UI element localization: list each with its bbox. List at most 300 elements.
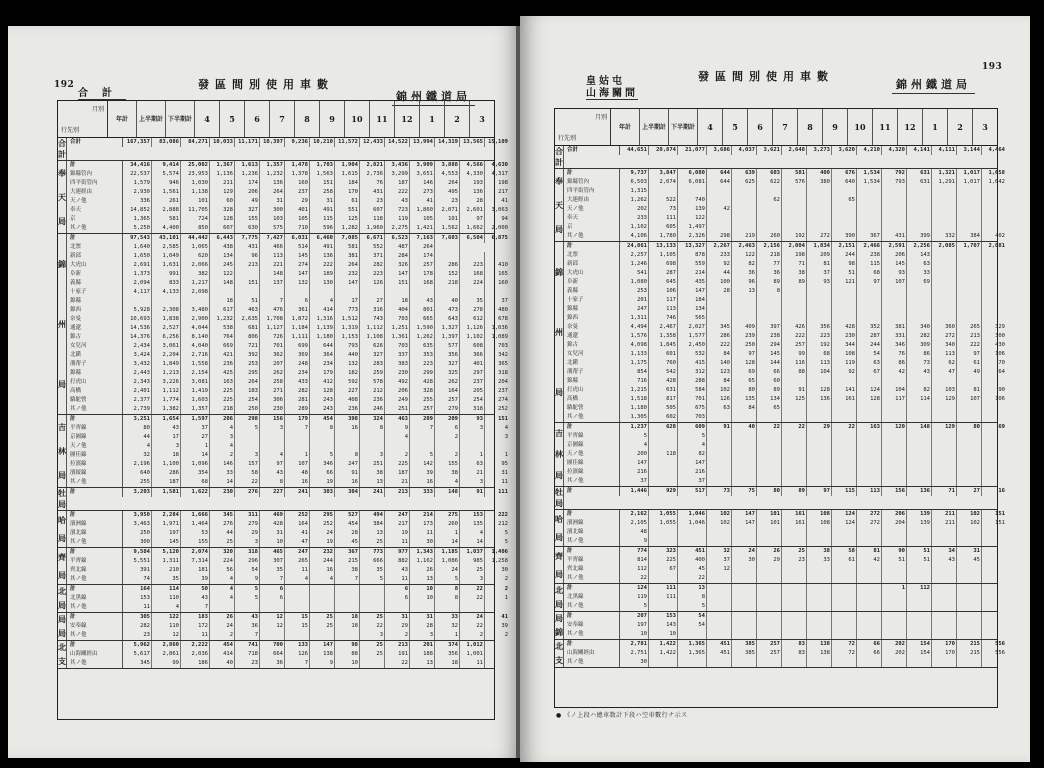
table-cell: 105 [410,215,435,224]
table-cell: 1,561 [152,188,181,197]
table-cell: 15 [285,613,310,622]
table-cell: 793 [882,178,907,187]
table-cell: 8 [335,451,360,460]
table-cell: 7 [260,297,285,306]
table-cell: 129 [932,423,957,432]
table-cell [857,574,882,583]
table-cell: 8 [757,287,782,296]
table-cell [757,477,782,486]
corner-month-label: 月別 [594,114,607,121]
table-row [564,510,1006,519]
table-cell [707,441,732,450]
table-cell: 172 [181,622,210,631]
table-cell: 135 [460,520,485,529]
table-cell: 7,314 [181,557,210,566]
table-cell: 946 [152,179,181,188]
column-header: 6 [748,109,773,145]
table-cell: 165 [498,271,508,277]
table-cell: 318 [235,548,260,557]
table-cell: 318 [498,370,508,376]
table-cell: 22 [782,423,807,432]
table-cell [857,658,882,667]
table-cell [707,630,732,639]
table-cell: 327 [435,360,460,369]
table-cell: 29 [757,556,782,565]
table-row [564,242,1006,251]
table-cell: 2,071 [435,206,460,215]
table-cell: 76 [360,179,385,188]
table-cell: 148 [435,488,460,497]
table-cell: 119 [832,359,857,368]
table-cell: 29 [235,529,260,538]
table-cell: 577 [435,342,460,351]
table-cell: 382 [181,270,210,279]
table-row [67,585,509,594]
table-cell: 28 [707,287,732,296]
table-cell: 43,101 [152,234,181,243]
table-cell: 1,012 [460,641,485,650]
table-cell: 66 [857,640,882,649]
table-cell: 14,536 [123,324,152,333]
row-label: 計 [67,548,123,557]
table-cell [882,413,907,422]
table-cell: 3 [360,631,385,640]
table-cell: 25 [360,650,385,659]
table-cell [932,278,957,287]
table-cell: 7 [335,575,360,584]
table-cell: 1,834 [807,242,832,251]
table-cell: 163 [857,423,882,432]
section-label-char: 北 [555,641,563,652]
table-cell: 353 [410,351,435,360]
table-cell: 324 [360,415,385,424]
table-row [67,469,509,478]
table-cell: 114 [907,395,932,404]
table-cell: 643 [435,315,460,324]
table-cell: 63 [707,404,732,413]
table-cell: 284 [385,252,410,261]
table-cell: 80 [732,386,757,395]
table-cell [460,252,485,261]
table-cell: 272 [857,519,882,528]
page-header-title: 發區間別使用車數 [698,70,834,83]
table-cell [732,187,757,196]
table-cell: 22 [235,478,260,487]
table-cell: 345 [210,511,235,520]
table-cell: 69 [732,368,757,377]
table-cell [932,528,957,537]
table-cell: 262 [260,369,285,378]
row-label: 齊北線 [564,565,620,574]
table-cell: 1,311 [620,314,649,323]
table-cell: 431 [882,232,907,241]
table-cell: 51 [235,297,260,306]
table-cell: 2,151 [832,242,857,251]
table-cell [782,214,807,223]
row-label: 其ノ他 [67,603,123,612]
table-cell [807,432,832,441]
table-cell: 51 [907,547,932,556]
table-cell: 721 [235,342,260,351]
table-cell: 13 [732,287,757,296]
table-cell [782,630,807,639]
table-cell: 3 [410,631,435,640]
table-cell: 259 [360,369,385,378]
table-cell: 575 [260,224,285,233]
table-cell: 5,928 [123,306,152,315]
table-cell [807,223,832,232]
table-cell: 126 [707,395,732,404]
table-cell: 139 [678,205,707,214]
section-bureau-label [555,169,564,241]
table-cell [678,187,707,196]
table-cell: 814 [620,556,649,565]
table-cell: 47 [932,368,957,377]
table-cell: 384 [360,520,385,529]
table-cell [957,468,982,477]
table-cell [707,593,732,602]
table-cell: 7 [285,659,310,668]
table-row [67,520,509,529]
table-cell: 1,319 [335,324,360,333]
table-cell [732,593,757,602]
table-cell: 91 [335,469,360,478]
table-cell: 258 [310,188,335,197]
table-cell [907,305,932,314]
table-cell: 1,872 [285,315,310,324]
section-bureau-label [58,161,67,233]
column-header: 10 [848,109,873,145]
table-cell: 5 [360,575,385,584]
table-cell: 113 [807,359,832,368]
table-cell [957,404,982,413]
table-cell [882,450,907,459]
table-cell: 640 [832,178,857,187]
table-cell: 2,162 [620,510,649,519]
table-cell: 18 [152,451,181,460]
table-cell: 14 [210,478,235,487]
table-cell: 25 [360,641,385,650]
table-cell [932,621,957,630]
table-cell [832,477,857,486]
table-cell: 151 [995,511,1005,517]
table-cell [460,288,485,297]
table-cell: 1,126 [460,324,485,333]
table-cell: 764 [210,333,235,342]
row-label: 錦古 [67,333,123,342]
table-cell [757,468,782,477]
table-cell [957,450,982,459]
table-cell: 252 [498,406,508,412]
table-cell: 107 [957,395,982,404]
table-cell: 148 [210,279,235,288]
table-cell: 303 [310,488,335,497]
table-cell: 276 [210,520,235,529]
table-cell: 23 [123,631,152,640]
table-row [67,369,509,378]
table-row [67,170,509,179]
row-label: 北鎭 [67,351,123,360]
table-cell: 3 [504,434,508,440]
table-cell: 296 [235,557,260,566]
table-cell: 2,736 [360,170,385,179]
table-cell: 635 [410,342,435,351]
table-cell: 1,055 [649,519,678,528]
table-row [564,459,1006,468]
table-cell: 929 [649,487,678,496]
table-cell: 522 [649,196,678,205]
table-cell: 428 [260,520,285,529]
table-body [555,146,1005,668]
table-cell: 198 [782,251,807,260]
row-label: 十家子 [564,296,620,305]
table-cell: 170 [932,649,957,658]
table-cell: 466 [260,243,285,252]
table-cell [982,441,1006,450]
table-row [67,557,509,566]
section-label-char: 吉 [555,428,563,438]
table-cell: 189 [310,270,335,279]
table-cell: 234 [310,360,335,369]
section-label-char: 局 [58,614,66,625]
table-cell [757,565,782,574]
row-label: 其ノ他 [67,659,123,668]
table-cell [782,565,807,574]
table-cell: 631 [907,169,932,178]
table-cell [285,585,310,594]
table-cell: 1,316 [310,315,335,324]
table-cell [982,547,1006,556]
table-row [67,511,509,520]
table-cell: 327 [235,206,260,215]
table-cell: 703 [385,342,410,351]
table-cell: 227 [335,387,360,396]
table-cell [757,621,782,630]
table-cell [707,214,732,223]
table-cell [285,631,310,640]
table-cell [732,314,757,323]
row-label: 天ノ他 [564,450,620,459]
table-row [67,650,509,659]
table-cell: 2,154 [181,369,210,378]
table-cell: 716 [620,377,649,386]
table-cell [857,432,882,441]
table-cell: 639 [732,169,757,178]
table-cell: 1,001 [460,650,485,659]
table-cell: 6,523 [385,234,410,243]
table-cell: 1 [882,584,907,593]
table-cell: 23 [235,659,260,668]
column-header: 1 [420,101,445,137]
table-cell: 281 [285,396,310,405]
table-cell: 143 [907,251,932,260]
table-cell: 164 [123,585,152,594]
table-cell: 16 [310,566,335,575]
table-cell [807,602,832,611]
table-cell: 252 [310,520,335,529]
section-label-char: 局 [555,386,563,397]
table-cell: 98 [832,260,857,269]
table-cell [907,602,932,611]
table-row [67,451,509,460]
table-cell: 581 [335,243,360,252]
table-cell [882,621,907,630]
table-cell: 2,635 [235,315,260,324]
row-label: 錦縣 [564,377,620,386]
table-cell: 244 [857,341,882,350]
table-cell: 22,537 [123,170,152,179]
section-label-char: 支 [58,655,66,666]
table-cell: 214 [410,511,435,520]
table-cell: 384 [957,232,982,241]
table-cell: 2,275 [385,224,410,233]
table-cell: 198 [498,180,508,186]
table-cell: 257 [757,649,782,658]
table-cell: 3 [210,433,235,442]
table-cell: 603 [757,169,782,178]
table-cell [832,413,857,422]
column-header: 2 [948,109,973,145]
table-cell: 111 [649,593,678,602]
column-header: 上半期計 [640,109,669,145]
table-cell: 1 [435,631,460,640]
table-cell [235,433,260,442]
table-cell: 6,875 [491,235,508,241]
table-cell: 669 [210,342,235,351]
table-cell: 156 [882,487,907,496]
table-cell [782,404,807,413]
table-cell: 77 [757,260,782,269]
table-cell: 38 [360,469,385,478]
table-cell [982,612,1006,621]
table-cell [310,603,335,612]
table-cell: 102 [957,510,982,519]
table-cell [932,187,957,196]
table-cell [957,612,982,621]
table-cell [957,459,982,468]
table-cell [649,187,678,196]
table-cell [757,612,782,621]
table-cell: 451 [678,547,707,556]
table-cell [907,413,932,422]
table-cell [260,433,285,442]
table-cell: 222 [957,341,982,350]
table-cell: 4 [385,433,410,442]
table-cell: 48 [285,469,310,478]
table-cell: 617 [210,306,235,315]
table-cell [957,658,982,667]
table-cell: 22 [360,622,385,631]
table-cell: 14 [460,538,485,547]
column-header: 11 [370,101,395,137]
table-cell [732,205,757,214]
table-cell: 60 [757,377,782,386]
table-cell: 1,246 [620,260,649,269]
table-cell: 156 [260,415,285,424]
table-cell: 230 [210,488,235,497]
footnote: ● 《ノ上段ハ總車数計下段ハ空車數行ナ示ス [556,712,688,719]
table-cell: 601 [649,350,678,359]
table-cell: 238 [857,251,882,260]
table-cell [882,565,907,574]
table-cell: 15,109 [488,139,508,145]
table-cell: 492 [385,378,410,387]
table-row [564,178,1006,187]
table-cell: 3 [460,478,485,487]
table-row [67,215,509,224]
table-cell [460,603,485,612]
row-label: 圖佳線 [564,459,620,468]
table-cell: 264 [435,179,460,188]
table-cell: 1,049 [152,252,181,261]
table-cell: 454 [310,415,335,424]
table-cell: 147 [678,287,707,296]
table-cell: 644 [707,178,732,187]
section-bureau-label [58,548,67,584]
table-cell: 72 [832,649,857,658]
table-cell: 54 [857,350,882,359]
table-cell: 230 [260,405,285,414]
table-cell: 75 [732,487,757,496]
table-cell: 3 [460,424,485,433]
table-cell [807,528,832,537]
table-cell [882,223,907,232]
row-label: 平齊線 [67,557,123,566]
row-label: 錦縣 [564,305,620,314]
table-cell: 1,343 [410,548,435,557]
table-cell: 1,357 [260,161,285,170]
table-cell: 3 [235,538,260,547]
table-cell: 1,640 [123,243,152,252]
table-cell: 2,326 [678,232,707,241]
table-cell: 35 [460,297,485,306]
table-cell: 102 [707,519,732,528]
table-cell: 26 [410,566,435,575]
row-label: 其ノ他 [564,232,620,241]
section-label-char: 吉 [58,421,66,432]
table-cell [707,537,732,546]
table-cell [435,442,460,451]
table-cell: 552 [360,243,385,252]
section-label-char: 林 [555,449,563,459]
table-cell: 44 [210,529,235,538]
table-cell [882,537,907,546]
table-cell: 225 [210,396,235,405]
table-cell: 68 [181,478,210,487]
table-cell: 124 [857,386,882,395]
table-cell: 774 [620,547,649,556]
table-cell: 30 [620,658,649,667]
table-cell [882,468,907,477]
table-cell: 346 [310,460,335,469]
table-row [564,468,1006,477]
table-cell: 371 [360,252,385,261]
table-cell [857,602,882,611]
row-label: 十家子 [67,288,123,297]
table-cell: 18 [335,613,360,622]
row-label: 計 [67,641,123,650]
table-row [67,631,509,640]
table-cell: 1,365 [123,215,152,224]
table-cell: 307 [260,557,285,566]
table-cell: 514 [285,243,310,252]
table-cell: 178 [410,270,435,279]
row-label: 女兒河 [564,350,620,359]
table-cell: 4 [285,575,310,584]
table-cell: 332 [932,232,957,241]
table-cell [732,658,757,667]
table-cell: 36 [235,622,260,631]
